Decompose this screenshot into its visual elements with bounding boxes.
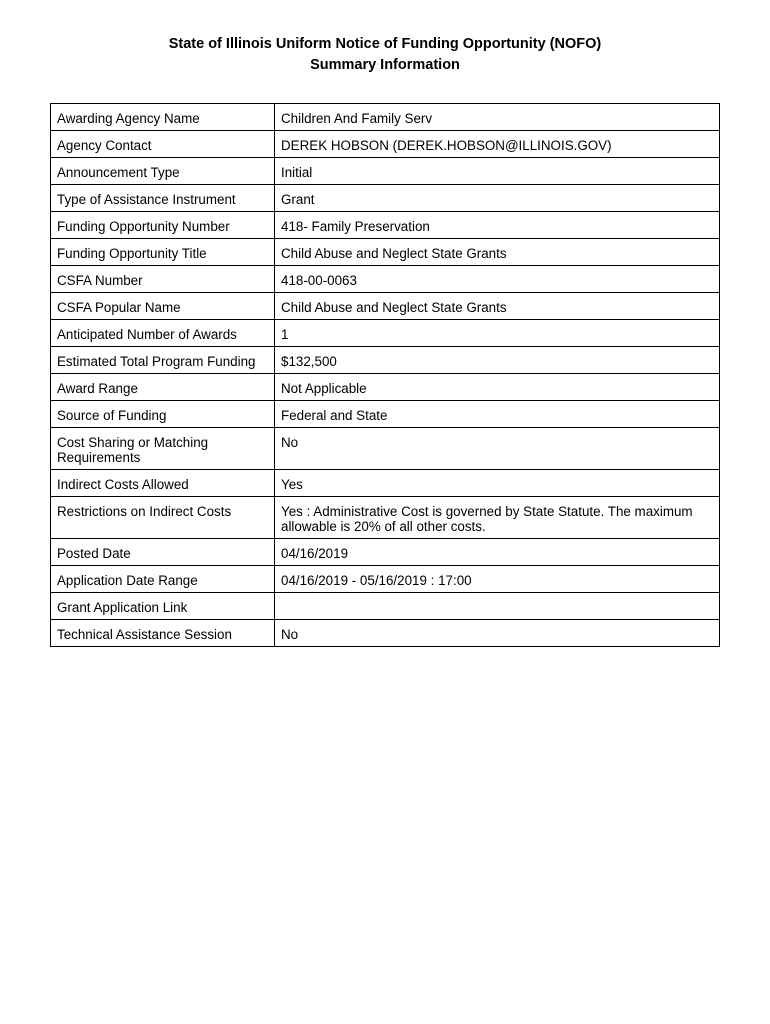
row-value: Not Applicable: [275, 374, 720, 401]
row-label: Estimated Total Program Funding: [51, 347, 275, 374]
table-row: [51, 497, 720, 539]
row-label: Restrictions on Indirect Costs: [51, 497, 275, 539]
row-label: Cost Sharing or Matching Requirements: [51, 428, 275, 470]
table-row: [51, 266, 720, 293]
row-value: Child Abuse and Neglect State Grants: [275, 293, 720, 320]
table-row: [51, 212, 720, 239]
row-value: Children And Family Serv: [275, 104, 720, 131]
row-label: Anticipated Number of Awards: [51, 320, 275, 347]
row-label: Source of Funding: [51, 401, 275, 428]
row-label: Type of Assistance Instrument: [51, 185, 275, 212]
grant-application-link[interactable]: [275, 593, 720, 620]
row-label: Funding Opportunity Title: [51, 239, 275, 266]
row-label: CSFA Popular Name: [51, 293, 275, 320]
row-label: Application Date Range: [51, 566, 275, 593]
title-line-1: State of Illinois Uniform Notice of Funding Opportunity (NOFO): [168, 36, 602, 52]
row-value: Grant: [275, 185, 720, 212]
table-row: [51, 104, 720, 131]
summary-table: [50, 103, 720, 647]
table-row: [51, 131, 720, 158]
row-value: 1: [275, 320, 720, 347]
row-label: Posted Date: [51, 539, 275, 566]
row-value: Yes: [275, 470, 720, 497]
row-label: Indirect Costs Allowed: [51, 470, 275, 497]
table-row: [51, 470, 720, 497]
row-label: Funding Opportunity Number: [51, 212, 275, 239]
row-value: 418- Family Preservation: [275, 212, 720, 239]
table-row: [51, 347, 720, 374]
row-label: Awarding Agency Name: [51, 104, 275, 131]
row-value: No: [275, 428, 720, 470]
table-row: [51, 320, 720, 347]
table-row: [51, 185, 720, 212]
row-value: Child Abuse and Neglect State Grants: [275, 239, 720, 266]
table-row: [51, 239, 720, 266]
table-row: [51, 401, 720, 428]
row-label: CSFA Number: [51, 266, 275, 293]
row-value: Federal and State: [275, 401, 720, 428]
table-row: [51, 566, 720, 593]
table-row: [51, 158, 720, 185]
row-label: Agency Contact: [51, 131, 275, 158]
table-row: [51, 593, 720, 620]
row-value: Yes : Administrative Cost is governed by State Statute. The maximum allowable is 20% of all other costs.: [275, 497, 720, 539]
row-label: Award Range: [51, 374, 275, 401]
row-value: $132,500: [275, 347, 720, 374]
row-value: 418-00-0063: [275, 266, 720, 293]
title-line-2: Summary Information: [310, 57, 460, 73]
row-value: No: [275, 620, 720, 647]
table-row: [51, 428, 720, 470]
row-label: Technical Assistance Session: [51, 620, 275, 647]
row-value: 04/16/2019: [275, 539, 720, 566]
row-label: Grant Application Link: [51, 593, 275, 620]
row-value: DEREK HOBSON (DEREK.HOBSON@ILLINOIS.GOV): [275, 131, 720, 158]
table-row: [51, 620, 720, 647]
row-label: Announcement Type: [51, 158, 275, 185]
table-row: [51, 293, 720, 320]
row-value: 04/16/2019 - 05/16/2019 : 17:00: [275, 566, 720, 593]
table-row: [51, 374, 720, 401]
row-value: Initial: [275, 158, 720, 185]
page-title: [0, 34, 770, 76]
table-row: [51, 539, 720, 566]
